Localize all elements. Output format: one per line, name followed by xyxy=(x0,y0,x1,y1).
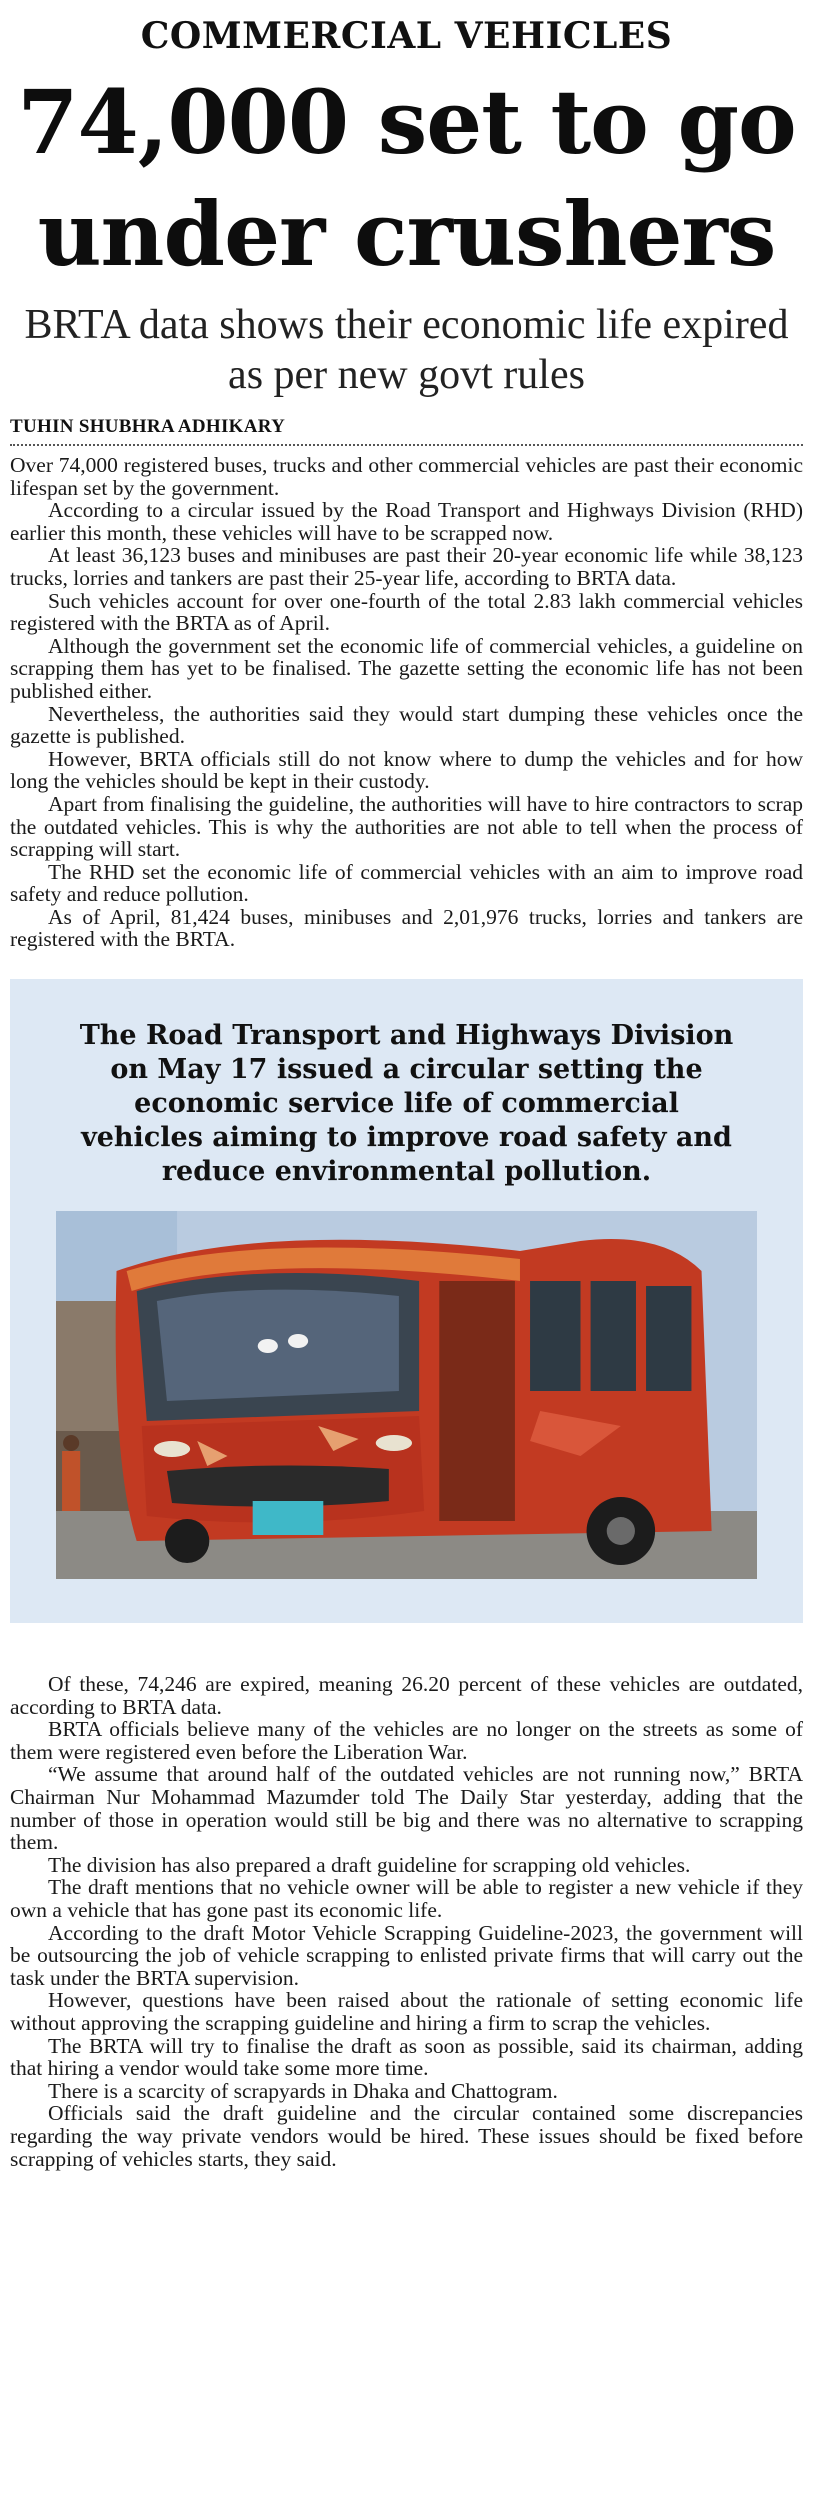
article-body-top xyxy=(10,454,803,951)
paragraph: There is a scarcity of scrapyards in Dhaka and Chattogram. xyxy=(48,2078,558,2103)
paragraph: “We assume that around half of the outdated vehicles are not running now,” BRTA Chairman Nur Mohammad Mazumder told The Daily Star yesterday, adding that the number of those in operation would still be big and there was no alternative to scrapping them. xyxy=(10,1762,803,1855)
paragraph: Although the government set the economic life of commercial vehicles, a guideline on scrapping them has yet to be finalised. The gazette setting the economic life has not been published either. xyxy=(10,633,803,703)
callout-text: The Road Transport and Highways Division on May 17 issued a circular setting the economic service life of commercial vehicles aiming to improve road safety and reduce environmental pollution. xyxy=(79,1020,734,1188)
paragraph: Officials said the draft guideline and the circular contained some discrepancies regarding the way private vendors would be hired. These issues should be fixed before scrapping of vehicles starts, they said. xyxy=(10,2101,803,2171)
kicker: COMMERCIAL VEHICLES xyxy=(140,15,673,57)
article xyxy=(10,14,803,2170)
paragraph: Nevertheless, the authorities said they would start dumping these vehicles once the gazette is published. xyxy=(10,701,803,749)
bus-illustration xyxy=(56,1211,757,1579)
paragraph: However, BRTA officials still do not know where to dump the vehicles and for how long the vehicles should be kept in their custody. xyxy=(10,746,803,794)
subheadline: BRTA data shows their economic life expired as per new govt rules xyxy=(24,302,789,398)
paragraph: According to a circular issued by the Road Transport and Highways Division (RHD) earlier this month, these vehicles will have to be scrapped now. xyxy=(10,498,803,545)
paragraph: Apart from finalising the guideline, the authorities will have to hire contractors to scrap the outdated vehicles. This is why the authorities are not able to tell when the process of scrapping will start. xyxy=(10,791,803,862)
paragraph: The division has also prepared a draft guideline for scrapping old vehicles. xyxy=(48,1852,691,1877)
paragraph: The draft mentions that no vehicle owner will be able to register a new vehicle if they own a vehicle that has gone past its economic life. xyxy=(10,1875,803,1922)
paragraph: Of these, 74,246 are expired, meaning 26.20 percent of these vehicles are outdated, according to BRTA data. xyxy=(10,1672,803,1719)
paragraph: As of April, 81,424 buses, minibuses and 2,01,976 trucks, lorries and tankers are registered with the BRTA. xyxy=(10,904,803,952)
paragraph: According to the draft Motor Vehicle Scrapping Guideline-2023, the government will be outsourcing the job of vehicle scrapping to enlisted private firms that will carry out the task under the BRTA supervision. xyxy=(10,1920,803,1990)
paragraph: At least 36,123 buses and minibuses are past their 20-year economic life while 38,123 trucks, lorries and tankers are past their 25-year life, according to BRTA data. xyxy=(10,543,803,590)
paragraph: Such vehicles account for over one-fourth of the total 2.83 lakh commercial vehicles registered with the BRTA as of April. xyxy=(10,588,803,636)
paragraph: BRTA officials believe many of the vehicles are no longer on the streets as some of them were registered even before the Liberation War. xyxy=(10,1717,803,1764)
paragraph: Over 74,000 registered buses, trucks and other commercial vehicles are past their economic lifespan set by the government. xyxy=(10,453,803,500)
byline: TUHIN SHUBHRA ADHIKARY xyxy=(10,414,803,446)
paragraph: However, questions have been raised about the rationale of setting economic life without approving the scrapping guideline and hiring a firm to scrap the vehicles. xyxy=(10,1988,803,2035)
paragraph: The BRTA will try to finalise the draft as soon as possible, said its chairman, adding that hiring a vendor would take some more time. xyxy=(10,2033,803,2081)
callout-box xyxy=(10,979,803,1623)
damaged-bus-photo xyxy=(56,1211,757,1579)
paragraph: The RHD set the economic life of commercial vehicles with an aim to improve road safety and reduce pollution. xyxy=(10,859,803,907)
headline: 74,000 set to go under crushers xyxy=(17,70,796,286)
article-body-bottom xyxy=(10,1673,803,2170)
